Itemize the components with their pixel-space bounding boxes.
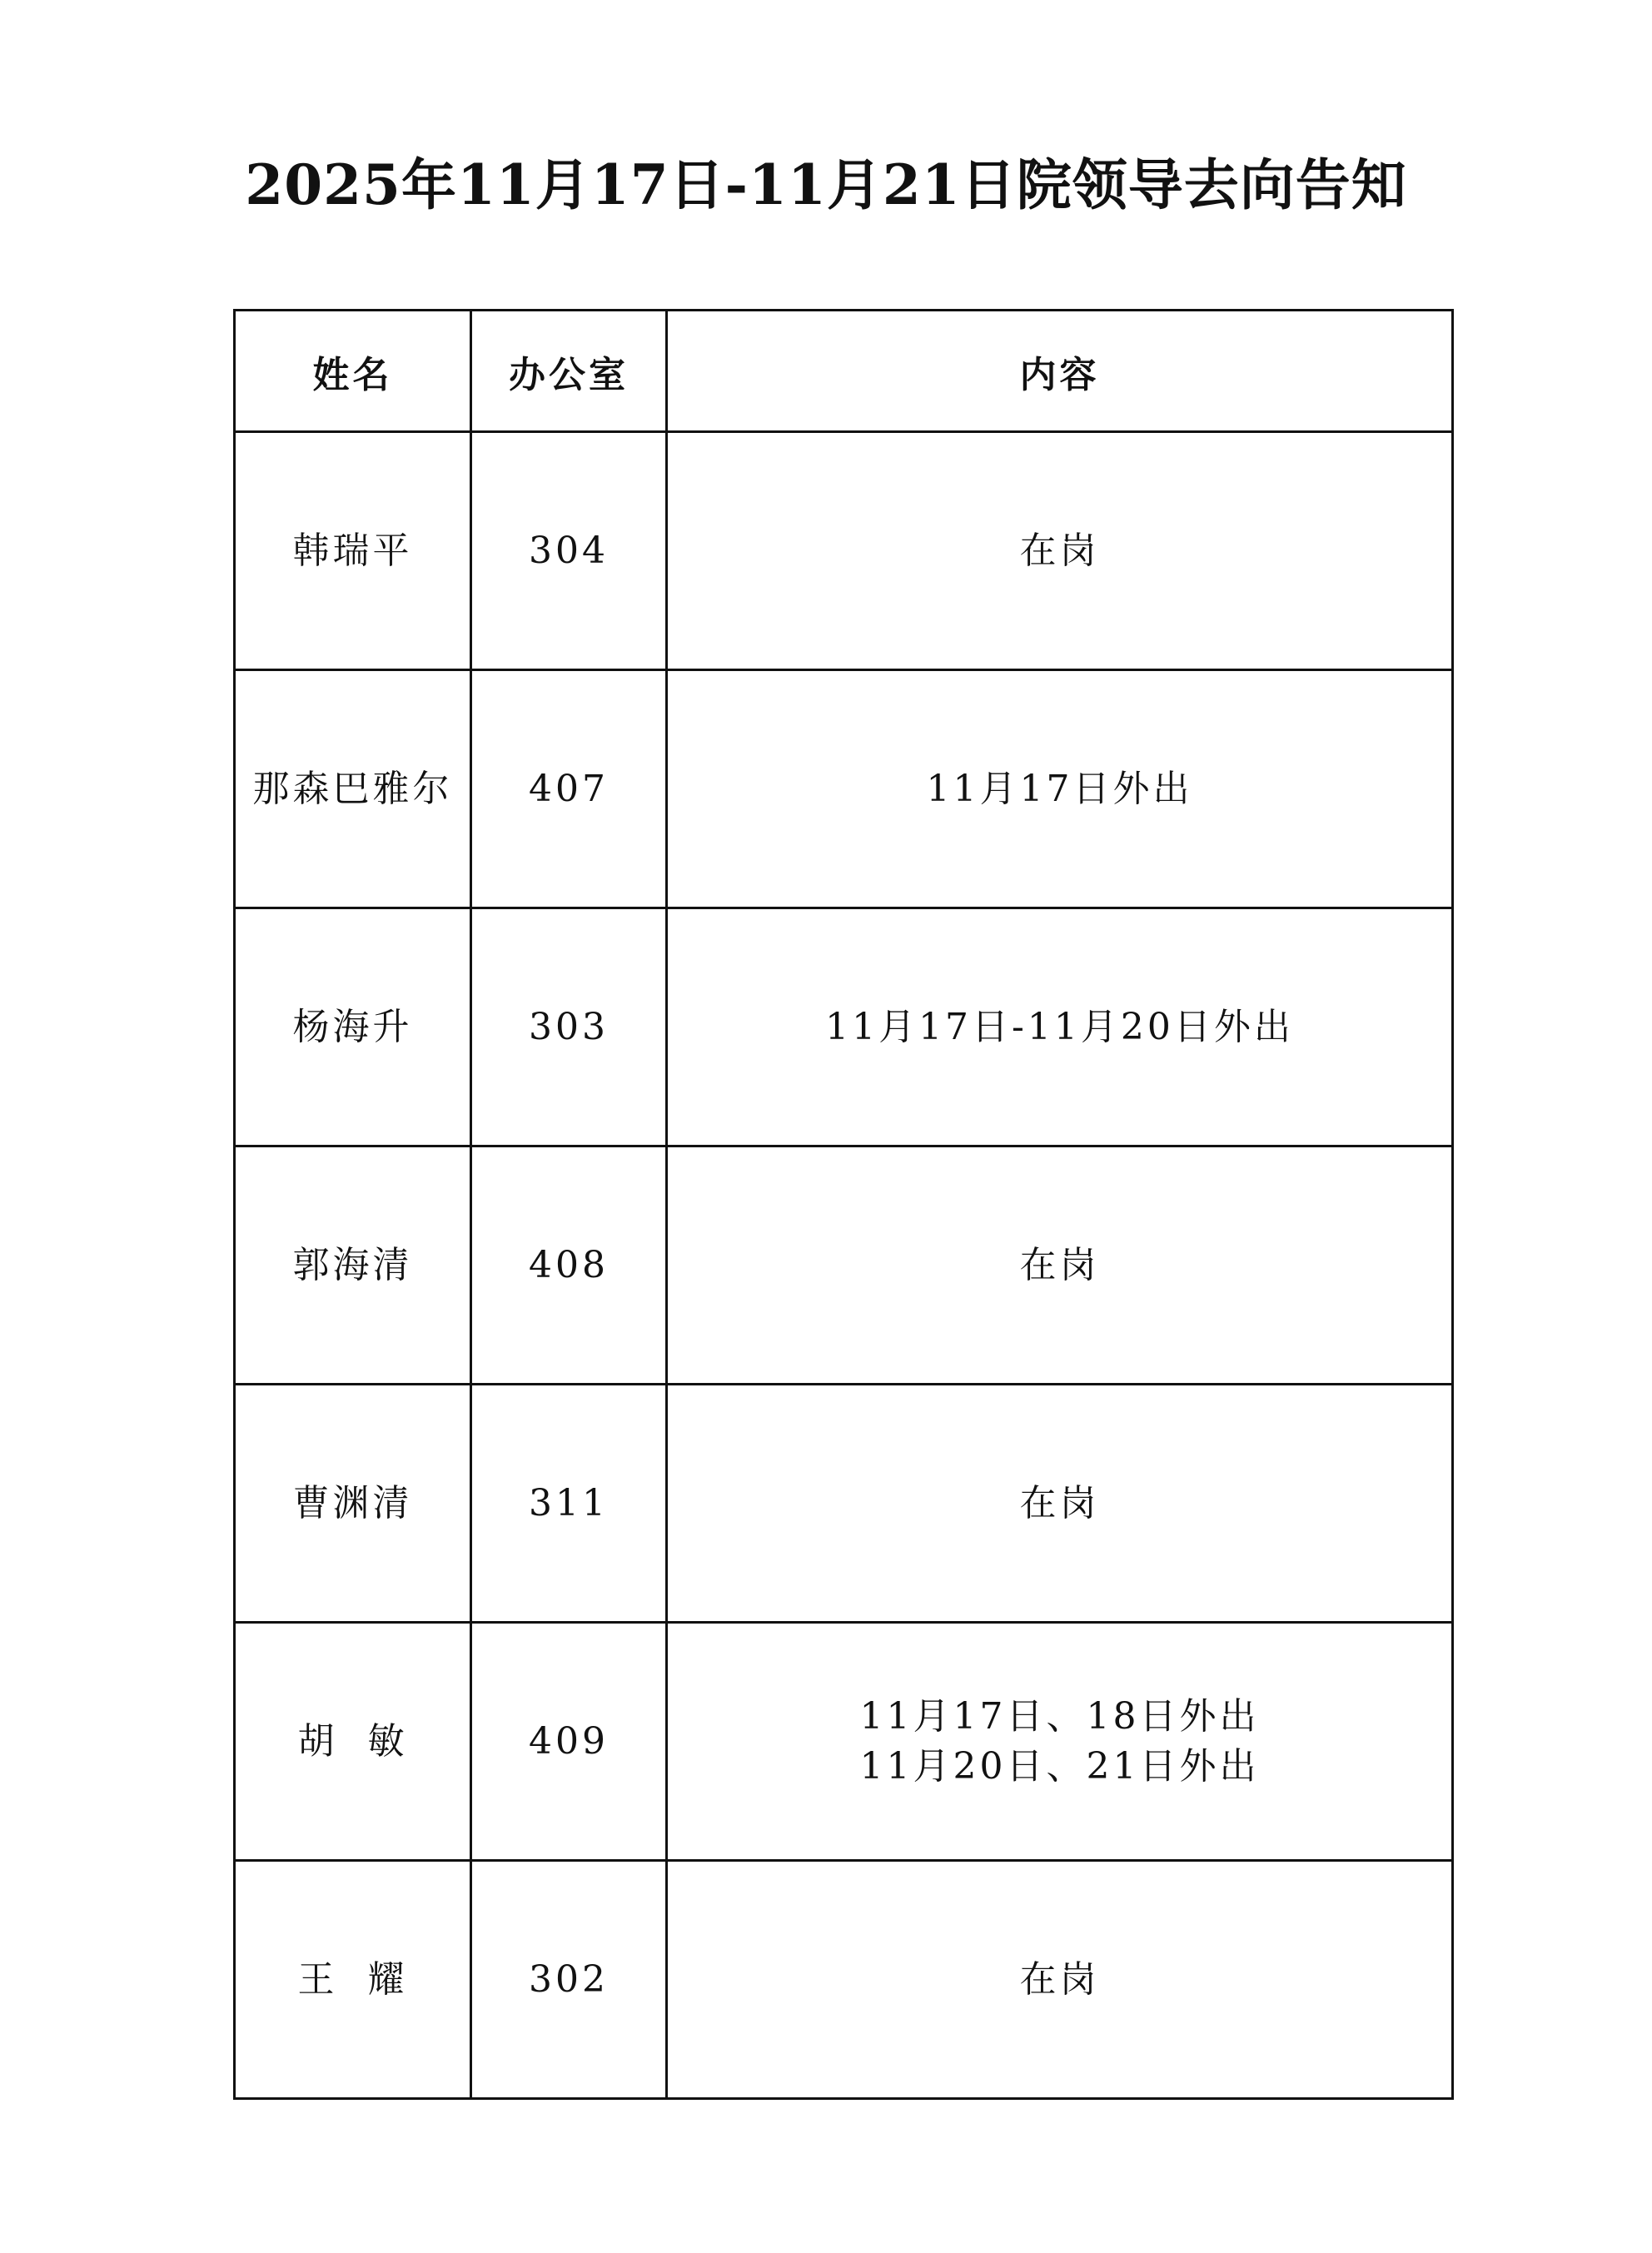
leader-name: 韩瑞平	[292, 529, 413, 572]
table-row	[235, 1385, 1453, 1623]
content-cell	[667, 1146, 1453, 1385]
name-cell	[235, 1861, 471, 2099]
column-header-content: 内容	[667, 311, 1453, 432]
table-header-row	[235, 311, 1453, 432]
leader-name: 曹渊清	[292, 1481, 413, 1524]
column-header-name: 姓名	[235, 311, 471, 432]
name-cell	[235, 908, 471, 1146]
office-cell: 302	[471, 1861, 667, 2099]
table-row	[235, 670, 1453, 908]
document-title: 2025年11月17日-11月21日院领导去向告知	[245, 152, 1407, 217]
content-cell	[667, 1861, 1453, 2099]
name-cell	[235, 1385, 471, 1623]
content-cell	[667, 670, 1453, 908]
table-row	[235, 1623, 1453, 1861]
content-line: 11月17日、18日外出	[859, 1694, 1260, 1738]
content-cell	[667, 908, 1453, 1146]
office-cell: 407	[471, 670, 667, 908]
name-cell	[235, 1146, 471, 1385]
name-cell	[235, 1623, 471, 1861]
office-cell: 303	[471, 908, 667, 1146]
column-header-office: 办公室	[471, 311, 667, 432]
table-row	[235, 432, 1453, 670]
name-cell	[235, 670, 471, 908]
table-row	[235, 1861, 1453, 2099]
leader-name: 郭海清	[292, 1243, 413, 1286]
content-line: 11月17日-11月20日外出	[825, 1005, 1294, 1048]
content-line: 在岗	[1019, 1243, 1100, 1286]
leader-name: 王 耀	[297, 1957, 408, 2001]
office-cell: 304	[471, 432, 667, 670]
leader-name: 胡 敏	[297, 1719, 408, 1763]
office-cell: 311	[471, 1385, 667, 1623]
office-cell: 409	[471, 1623, 667, 1861]
table-row	[235, 1146, 1453, 1385]
office-cell: 408	[471, 1146, 667, 1385]
name-cell	[235, 432, 471, 670]
content-line: 在岗	[1019, 1481, 1100, 1524]
content-line: 在岗	[1019, 529, 1100, 572]
content-cell	[667, 1623, 1453, 1861]
leader-name: 那森巴雅尔	[252, 767, 453, 810]
content-cell	[667, 1385, 1453, 1623]
content-cell	[667, 432, 1453, 670]
content-line: 11月17日外出	[926, 767, 1193, 810]
content-line: 在岗	[1019, 1957, 1100, 2001]
table-row	[235, 908, 1453, 1146]
content-line: 11月20日、21日外出	[859, 1744, 1260, 1788]
leader-name: 杨海升	[292, 1005, 413, 1048]
leader-whereabouts-table	[233, 309, 1454, 2100]
